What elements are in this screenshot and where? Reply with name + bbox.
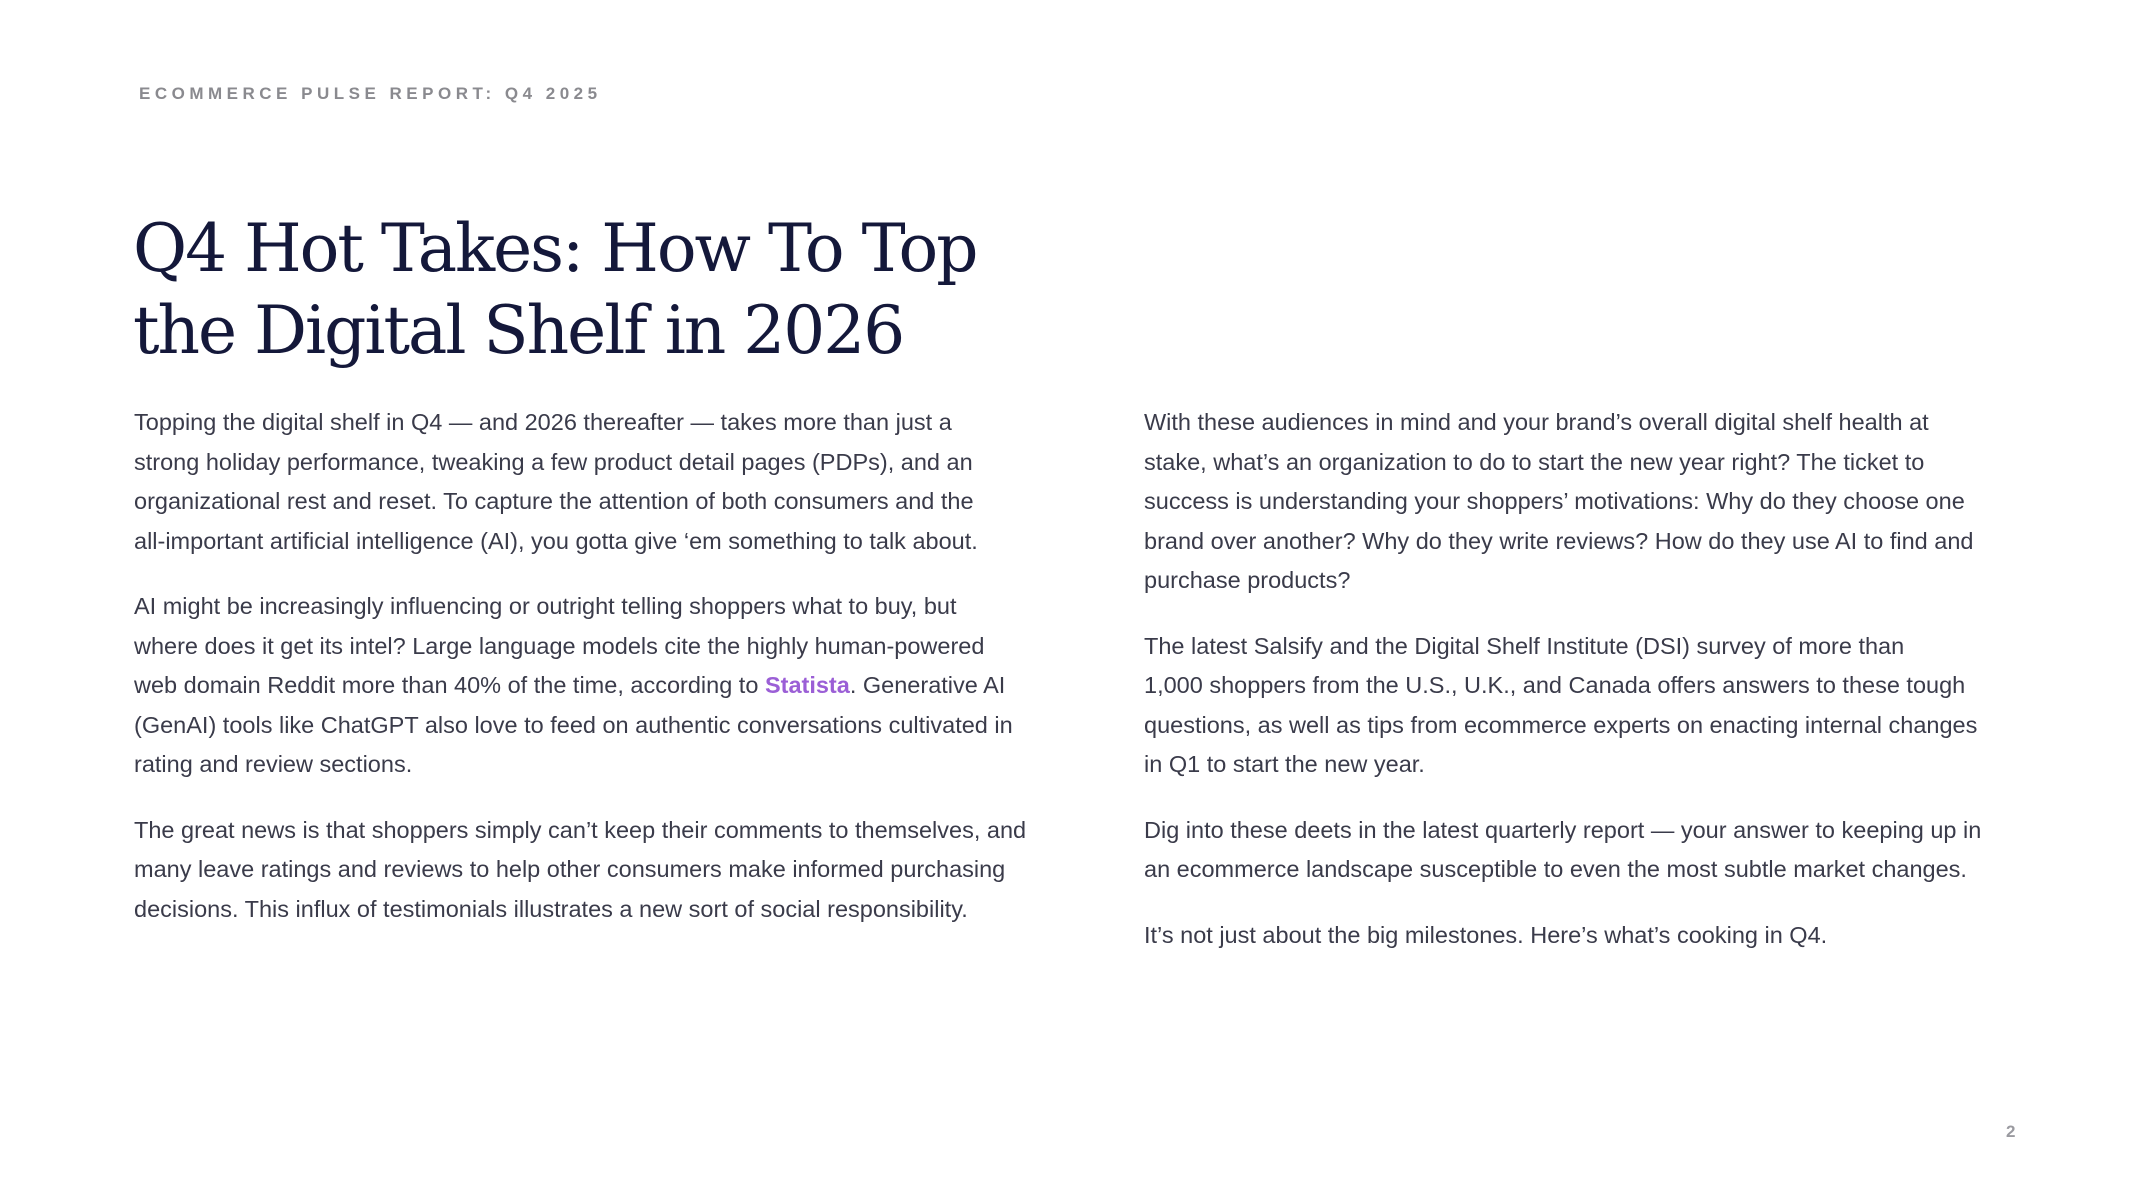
text-line: rating and review sections. [134, 751, 413, 777]
right-paragraph-2 [1144, 627, 2064, 785]
right-column [1144, 403, 2064, 981]
text-line: 1,000 shoppers from the U.S., U.K., and Canada offers answers to these tough [1144, 672, 1966, 698]
text-line: decisions. This influx of testimonials illustrates a new sort of social responsibility. [134, 895, 968, 922]
text-line: all-important artificial intelligence (AI), you gotta give ‘em something to talk about. [134, 527, 978, 554]
right-paragraph-4 [1144, 916, 2064, 956]
report-eyebrow: ECOMMERCE PULSE REPORT: Q4 2025 [139, 84, 602, 103]
text-line: Dig into these deets in the latest quarterly report — your answer to keeping up in [1144, 816, 1982, 843]
right-paragraph-1 [1144, 403, 2064, 601]
text-line: strong holiday performance, tweaking a few product detail pages (PDPs), and an [134, 448, 973, 475]
text-line: Topping the digital shelf in Q4 — and 2026 thereafter — takes more than just a [134, 409, 952, 435]
text-segment: . Generative AI [849, 672, 1006, 698]
text-line: success is understanding your shoppers’ motivations: Why do they choose one [1144, 488, 1965, 514]
text-line: organizational rest and reset. To capture the attention of both consumers and the [134, 488, 974, 514]
text-line: With these audiences in mind and your brand’s overall digital shelf health at [1144, 409, 1929, 435]
title-line-1: Q4 Hot Takes: How To Top [133, 210, 977, 287]
title-line-2: the Digital Shelf in 2026 [133, 292, 904, 369]
text-line: questions, as well as tips from ecommerce experts on enacting internal changes [1144, 711, 1978, 738]
text-line: The latest Salsify and the Digital Shelf Institute (DSI) survey of more than [1144, 632, 1905, 659]
text-line-with-link [134, 666, 1054, 706]
text-line: purchase products? [1144, 567, 1351, 593]
right-paragraph-3 [1144, 811, 2064, 890]
text-segment: web domain Reddit more than 40% of the time, according to [134, 672, 765, 698]
text-line: (GenAI) tools like ChatGPT also love to feed on authentic conversations cultivated in [134, 711, 1013, 738]
text-line: AI might be increasingly influencing or outright telling shoppers what to buy, but [134, 593, 957, 619]
statista-link[interactable]: Statista [764, 672, 850, 698]
text-line: It’s not just about the big milestones. Here’s what’s cooking in Q4. [1144, 921, 1828, 948]
text-line: The great news is that shoppers simply can’t keep their comments to themselves, and [134, 816, 1027, 843]
left-paragraph-2 [134, 587, 1054, 785]
left-column [134, 403, 1054, 955]
text-line: an ecommerce landscape susceptible to even the most subtle market changes. [1144, 856, 1967, 882]
text-line: where does it get its intel? Large language models cite the highly human-powered [134, 632, 985, 659]
text-line: in Q1 to start the new year. [1144, 751, 1425, 777]
text-line: brand over another? Why do they write reviews? How do they use AI to find and [1144, 527, 1974, 554]
text-line: stake, what’s an organization to do to start the new year right? The ticket to [1144, 448, 1925, 475]
left-paragraph-3 [134, 811, 1054, 930]
page-number: 2 [2006, 1122, 2016, 1141]
left-paragraph-1 [134, 403, 1054, 561]
text-line: many leave ratings and reviews to help other consumers make informed purchasing [134, 856, 1006, 882]
page-title [133, 208, 1033, 372]
